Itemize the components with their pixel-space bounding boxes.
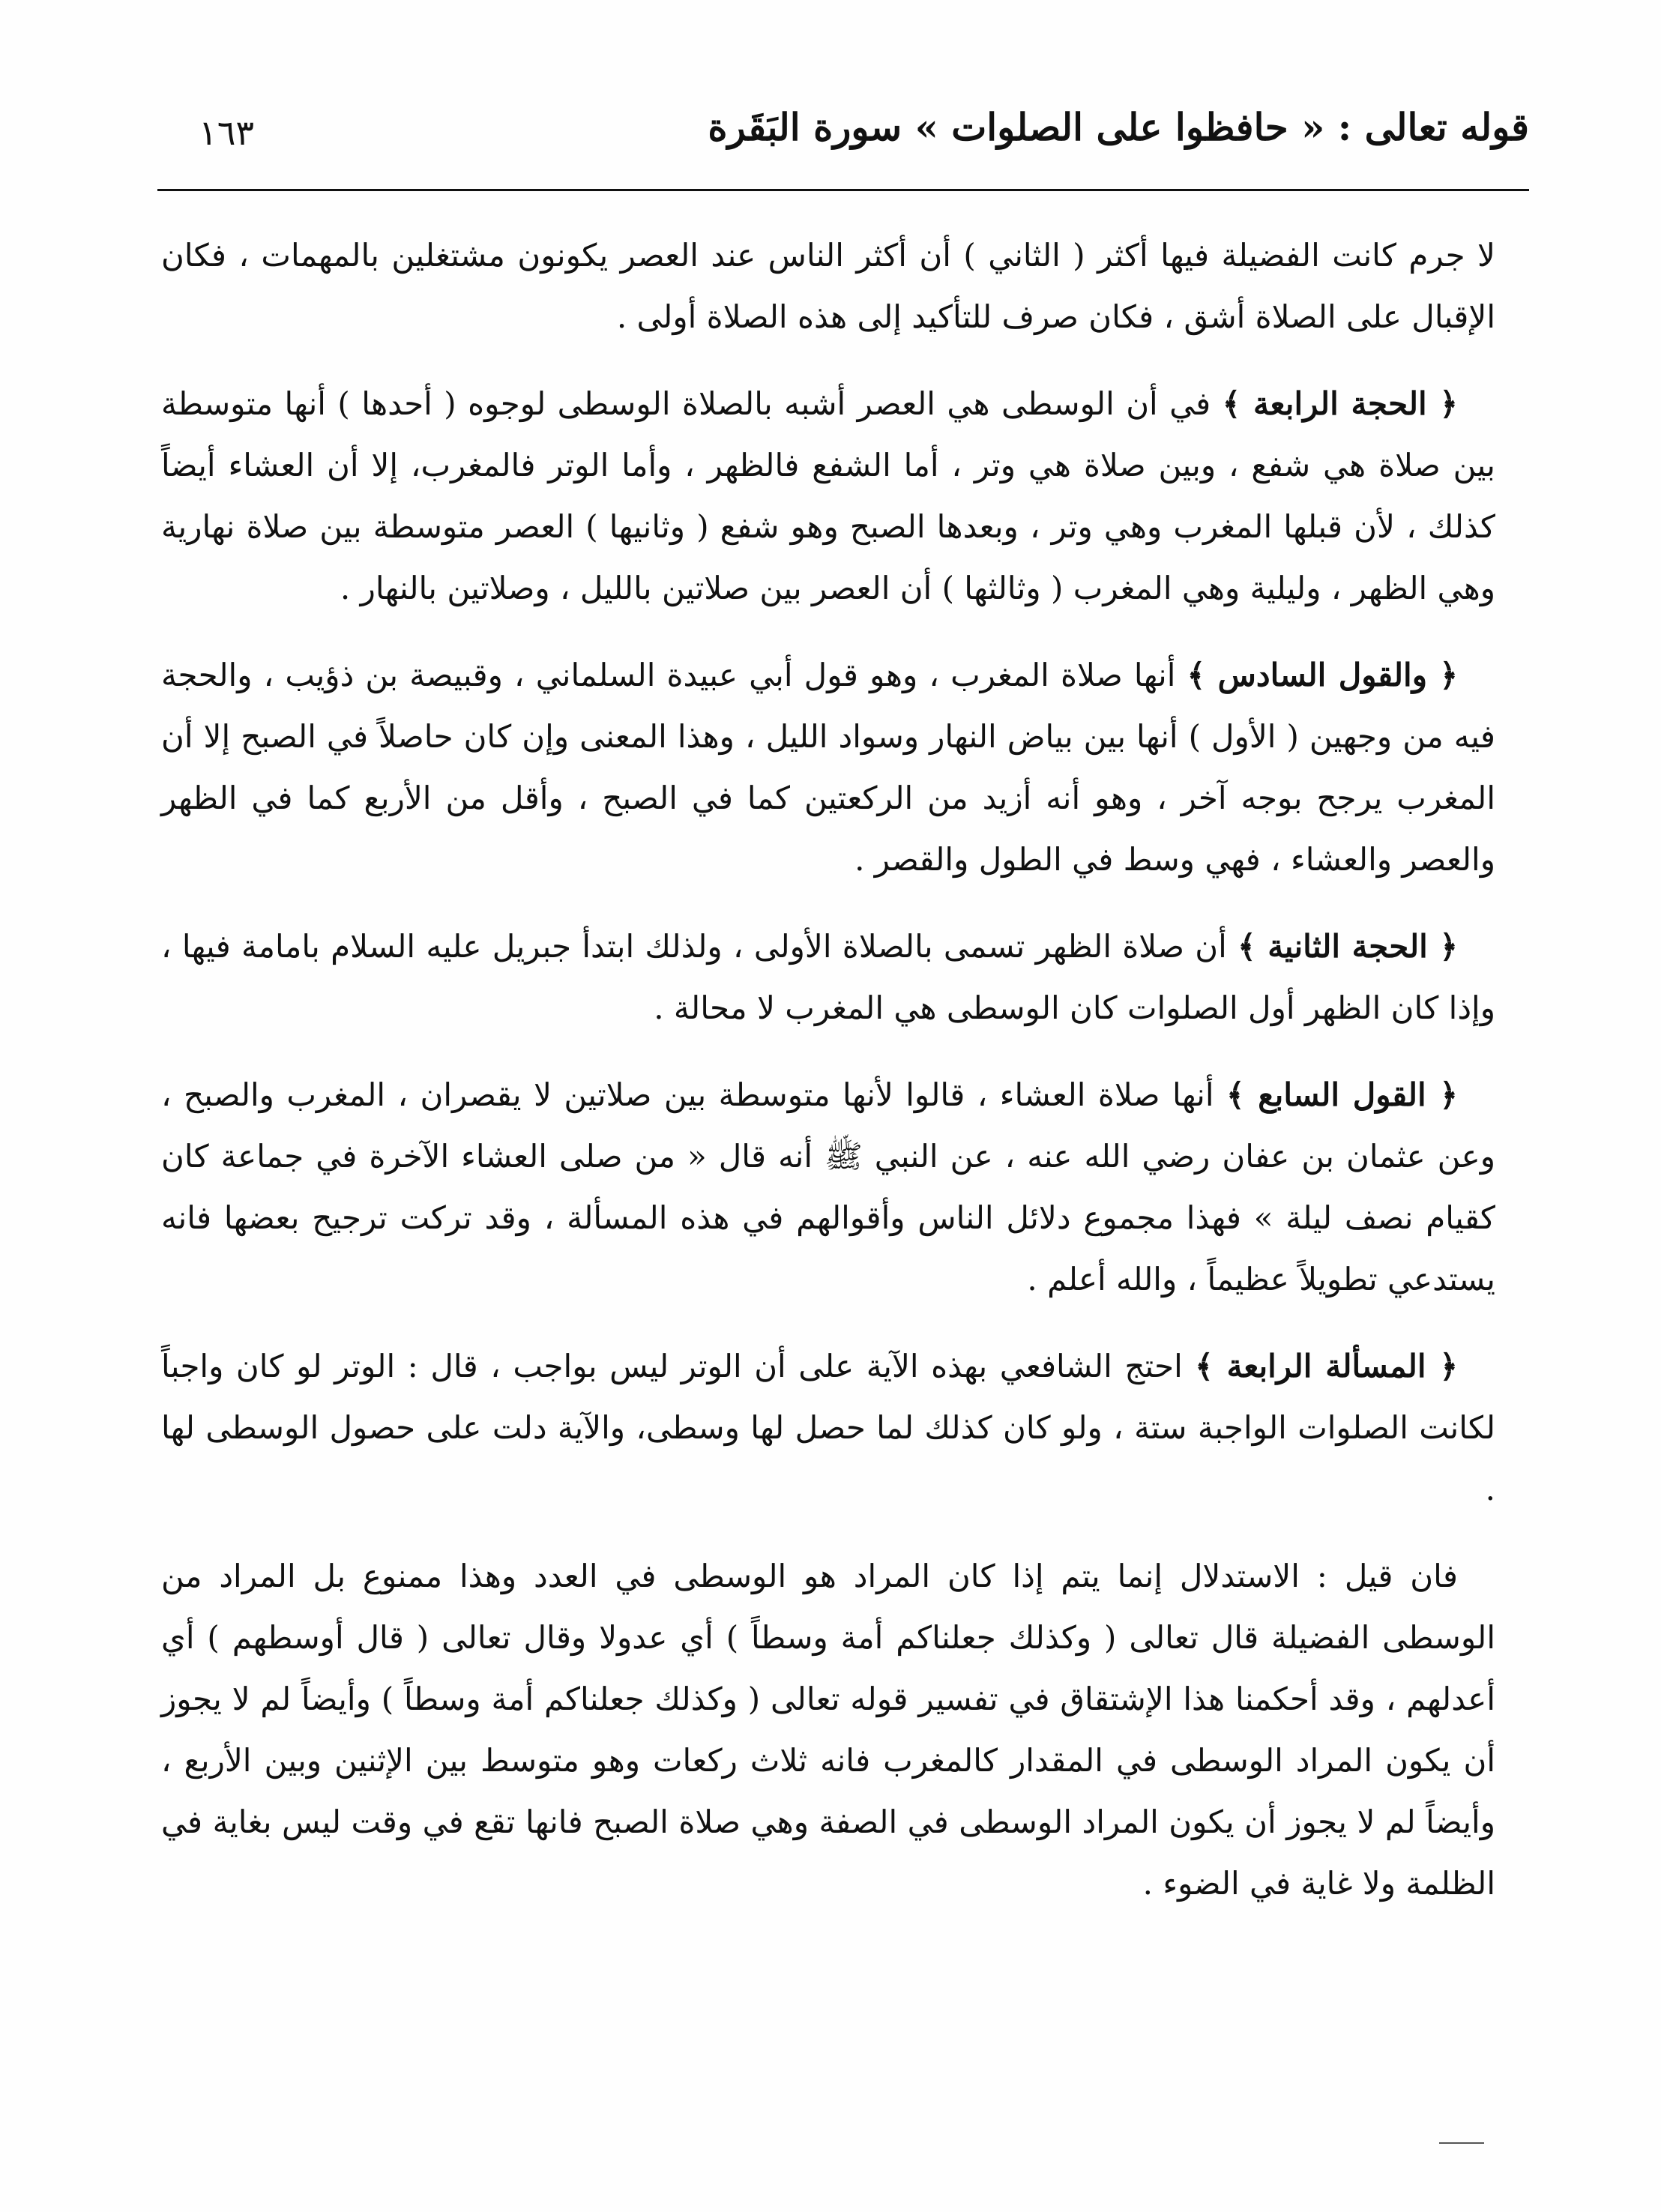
header-title: قوله تعالى : « حافظوا على الصلوات » سورة البَقَرة [708, 105, 1529, 149]
paragraph-text: احتج الشافعي بهذه الآية على أن الوتر ليس بواجب ، قال : الوتر لو كان واجباً لكانت الصلوات الواجبة ستة ، ولو كان كذلك لما حصل لها وسطى، والآية دلت على حصول الوسطى لها . [161, 1348, 1495, 1507]
paragraph-text: في أن الوسطى هي العصر أشبه بالصلاة الوسطى لوجوه ( أحدها ) أنها متوسطة بين صلاة هي شفع ، وبين صلاة هي وتر ، أما الشفع فالظهر ، وأما الوتر فالمغرب، إلا أن العشاء أيضاً كذلك ، لأن قبلها المغرب وهي وتر ، وبعدها الصبح وهو شفع ( وثانيها ) العصر متوسطة بين صلاة نهارية وهي الظهر ، وليلية وهي المغرب ( وثالثها ) أن العصر بين صلاتين بالليل ، وصلاتين بالنهار . [161, 385, 1495, 606]
paragraph-text: أن صلاة الظهر تسمى بالصلاة الأولى ، ولذلك ابتدأ جبريل عليه السلام بامامة فيها ، وإذا كان الظهر أول الصلوات كان الوسطى هي المغرب لا محالة . [161, 928, 1495, 1026]
paragraph-text: لا جرم كانت الفضيلة فيها أكثر ( الثاني ) أن أكثر الناس عند العصر يكونون مشتغلين بالمهمات ، فكان الإقبال على الصلاة أشق ، فكان صرف للتأكيد إلى هذه الصلاة أولى . [161, 237, 1495, 335]
paragraph-1 [161, 225, 1495, 348]
section-lead: ﴿ الحجة الثانية ﴾ [1238, 928, 1458, 965]
paragraph-7 [161, 1546, 1495, 1914]
footer-dash [1439, 2142, 1484, 2144]
section-lead: ﴿ القول السابع ﴾ [1226, 1076, 1458, 1113]
paragraph-5 [161, 1064, 1495, 1310]
page-body [161, 225, 1495, 1940]
section-lead: ﴿ الحجة الرابعة ﴾ [1222, 385, 1458, 422]
paragraph-2 [161, 373, 1495, 619]
running-header [157, 105, 1529, 165]
paragraph-4 [161, 916, 1495, 1039]
paragraph-text: أنها صلاة المغرب ، وهو قول أبي عبيدة السلماني ، وقبيصة بن ذؤيب ، والحجة فيه من وجهين ( الأول ) أنها بين بياض النهار وسواد الليل ، وهذا المعنى وإن كان حاصلاً في الصبح إلا أن المغرب يرجح بوجه آخر ، وهو أنه أزيد من الركعتين كما في الصبح ، وأقل من الأربع كما في الظهر والعصر والعشاء ، فهي وسط في الطول والقصر . [161, 657, 1495, 878]
paragraph-text: فان قيل : الاستدلال إنما يتم إذا كان المراد هو الوسطى في العدد وهذا ممنوع بل المراد من الوسطى الفضيلة قال تعالى ( وكذلك جعلناكم أمة وسطاً ) أي عدولا وقال تعالى ( قال أوسطهم ) أي أعدلهم ، وقد أحكمنا هذا الإشتقاق في تفسير قوله تعالى ( وكذلك جعلناكم أمة وسطاً ) وأيضاً لم لا يجوز أن يكون المراد الوسطى في المقدار كالمغرب فانه ثلاث ركعات وهو متوسط بين الإثنين وبين الأربع ، وأيضاً لم لا يجوز أن يكون المراد الوسطى في الصفة وهي صلاة الصبح فانها تقع في وقت ليس بغاية في الظلمة ولا غاية في الضوء . [161, 1558, 1495, 1902]
header-rule [157, 189, 1529, 191]
paragraph-text: أنها صلاة العشاء ، قالوا لأنها متوسطة بين صلاتين لا يقصران ، المغرب والصبح ، وعن عثمان بن عفان رضي الله عنه ، عن النبي ﷺ أنه قال « من صلى العشاء الآخرة في جماعة كان كقيام نصف ليلة » فهذا مجموع دلائل الناس وأقوالهم في هذه المسألة ، وقد تركت ترجيح بعضها فانه يستدعي تطويلاً عظيماً ، والله أعلم . [161, 1076, 1495, 1298]
paragraph-3 [161, 645, 1495, 890]
page-number: ١٦٣ [199, 112, 255, 153]
section-lead: ﴿ المسألة الرابعة ﴾ [1195, 1348, 1458, 1384]
paragraph-6 [161, 1336, 1495, 1520]
section-lead: ﴿ والقول السادس ﴾ [1187, 657, 1459, 693]
